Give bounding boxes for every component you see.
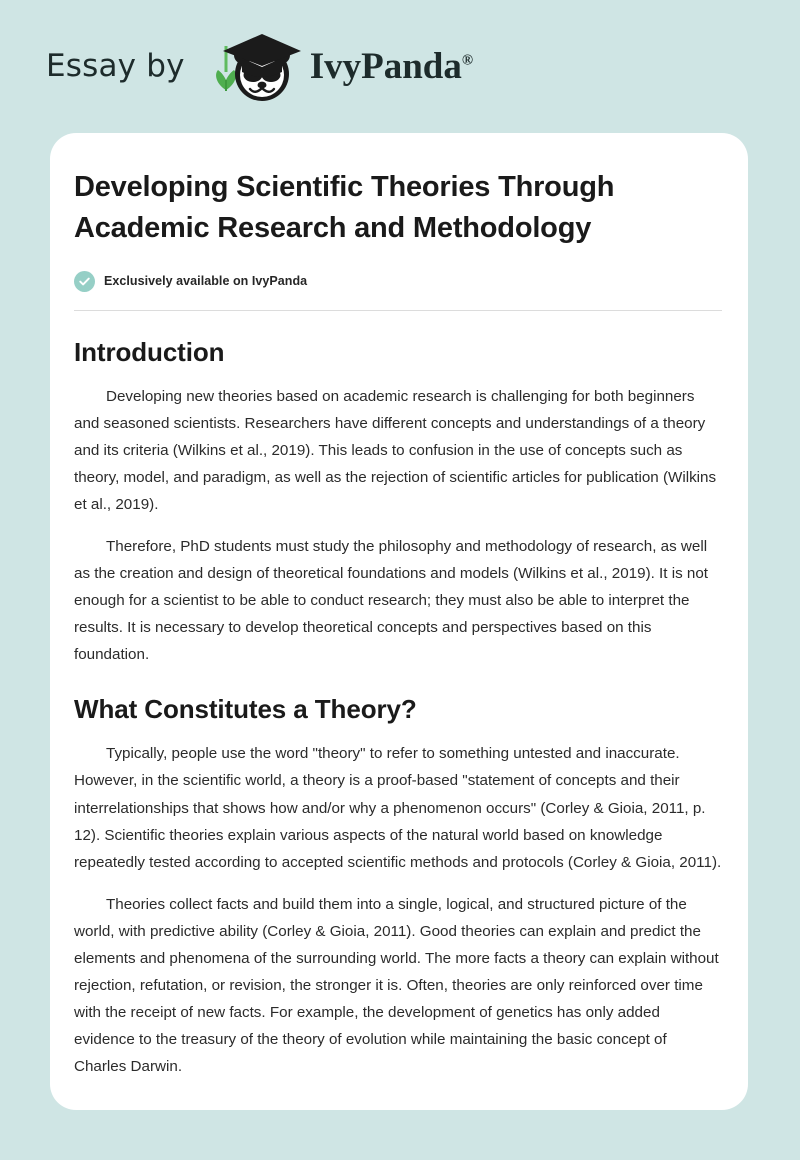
brand-lockup[interactable]	[46, 28, 473, 106]
paragraph: Developing new theories based on academic research is challenging for both beginners and seasoned scientists. Researchers have different concepts and understandings of a theory and its criteria (Wilkins et al., 2019). This leads to confusion in the use of concepts such as theory, model, and paradigm, as well as the rejection of scientific articles for publication (Wilkins et al., 2019).	[74, 387, 717, 514]
brand-name-text: IvyPanda	[309, 46, 462, 87]
essay-card-content	[74, 167, 722, 1080]
exclusive-badge-label: Exclusively available on IvyPanda	[104, 274, 308, 289]
header-divider	[74, 310, 722, 311]
ivypanda-panda-logo-icon	[202, 28, 314, 106]
section-heading-what-constitutes-a-theory: What Constitutes a Theory?	[74, 694, 417, 725]
paragraph: Therefore, PhD students must study the philosophy and methodology of research, as well as the creation and design of theoretical foundations and models (Wilkins et al., 2019). It is not enough for a scientist to be able to conduct research; they must also be able to interpret the results. It is necessary to develop theoretical concepts and perspectives based on this foundation.	[74, 538, 709, 664]
essay-by-label: Essay by	[46, 48, 185, 84]
page-title: Developing Scientific Theories Through Academic Research and Methodology	[74, 171, 615, 245]
exclusive-badge	[74, 271, 722, 292]
site-header	[0, 0, 800, 133]
section-heading-introduction: Introduction	[74, 336, 225, 367]
brand-wordmark	[310, 48, 473, 85]
check-circle-icon	[74, 271, 95, 292]
paragraph: Theories collect facts and build them into a single, logical, and structured picture of the world, with predictive ability (Corley & Gioia, 2011). Good theories can explain and predict the elements and phenomena of the surrounding world. The more facts a theory can explain without rejection, refutation, or revision, the stronger it is. Often, theories are only reinforced over time with the receipt of new facts. For example, the development of genetics has only added evidence to the treasury of the theory of evolution while maintaining the basic concept of Charles Darwin.	[74, 895, 719, 1075]
paragraph: Typically, people use the word "theory" to refer to something untested and inaccurate. However, in the scientific world, a theory is a proof-based "statement of concepts and their interrelationships that shows how and/or why a phenomenon occurs" (Corley & Gioia, 2011, p. 12). Scientific theories explain various aspects of the natural world based on knowledge repeatedly tested according to accepted scientific methods and protocols (Corley & Gioia, 2011).	[74, 745, 722, 871]
essay-card	[50, 133, 748, 1110]
registered-trademark-icon: ®	[461, 52, 474, 69]
